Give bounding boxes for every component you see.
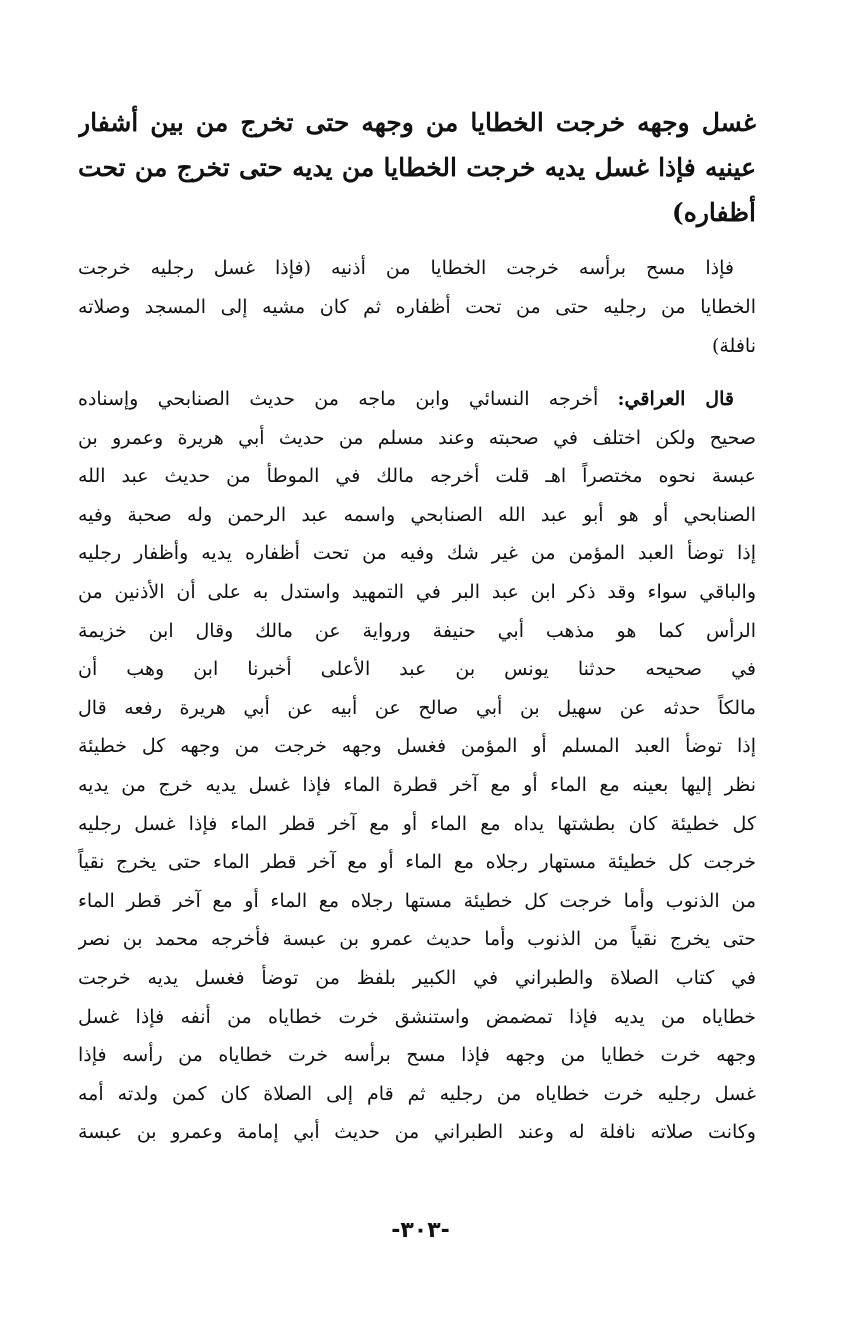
commentary-line: والباقي سواء وقد ذكر ابن عبد البر في التمهيد واستدل به على أن الأذنين من [78,580,756,603]
commentary-line: حتى يخرج نقياً من الذنوب وأما حديث عمرو بن عبسة فأخرجه محمد بن نصر [78,928,756,951]
commentary-line: في صحيحه حدثنا يونس بن عبد الأعلى أخبرنا ابن وهب أن [78,658,756,681]
commentary-line: الرأس كما هو مذهب أبي حنيفة ورواية عن مالك وقال ابن خزيمة [78,619,756,642]
commentary-line: من الذنوب وأما خرجت كل خطيئة مستها رجلاه مع الماء أو مع آخر قطر الماء [78,889,756,912]
commentary-line: كل خطيئة كان بطشتها يداه مع الماء أو مع آخر قطر الماء فإذا غسل رجليه [78,812,756,835]
continuation-line: نافلة) [711,335,756,357]
commentary-line-text: أخرجه النسائي وابن ماجه من حديث الصنابحي وإسناده [78,388,618,410]
hadith-line: غسل وجهه خرجت الخطايا من وجهه حتى تخرج من بين أشفار [78,108,756,137]
continuation-line: فإذا مسح برأسه خرجت الخطايا من أذنيه (فإذا غسل رجليه خرجت [78,257,734,279]
commentary-line: نظر إليها بعينه مع الماء أو مع آخر قطرة الماء فإذا غسل يديه خرج من يديه [78,773,756,796]
commentary-lead: قال العراقي: [617,388,734,410]
commentary-line: إذا توضأ العبد المؤمن من غير شك وفيه من تحت أظفاره يديه وأظفار رجليه [78,542,756,565]
hadith-line: عينيه فإذا غسل يديه خرجت الخطايا من يديه حتى تخرج من تحت [78,153,756,182]
commentary-line: صحيح ولكن اختلف في صحبته وعند مسلم من حديث أبي هريرة وعمرو بن [78,426,756,449]
commentary-line: وجهه خرت خطايا من وجهه فإذا مسح برأسه خرت خطاياه من رأسه فإذا [78,1044,756,1067]
commentary-line: في كتاب الصلاة والطبراني في الكبير بلفظ من توضأ فغسل يديه خرجت [78,966,756,989]
commentary-line: خرجت كل خطيئة مستهار رجلاه مع الماء أو مع آخر قطر الماء حتى يخرج نقياً [78,851,756,874]
commentary-line: غسل رجليه خرت خطاياه من رجليه ثم قام إلى الصلاة كان كمن ولدته أمه [78,1082,756,1105]
page-number: -٣٠٣- [391,1218,450,1243]
hadith-continuation [78,249,756,366]
commentary-line: وكانت صلاته نافلة له وعند الطبراني من حديث أبي إمامة وعمرو بن عبسة [78,1121,756,1144]
commentary-line: خطاياه من يديه فإذا تمضمض واستنشق خرت خطاياه من أنفه فإذا غسل [78,1005,756,1028]
continuation-line: الخطايا من رجليه حتى من تحت أظفاره ثم كان مشيه إلى المسجد وصلاته [78,296,756,318]
commentary-line: عبسة نحوه مختصراً اهـ قلت أخرجه مالك في الموطأ من حديث عبد الله [78,465,756,488]
hadith-line: أظفاره) [671,198,756,227]
hadith-text-bold [78,100,756,235]
commentary-paragraph [78,380,756,1152]
commentary-line: الصنابحي أو هو أبو عبد الله الصنابحي واسمه عبد الرحمن وله صحبة وفيه [78,503,756,526]
page-content [78,100,756,1152]
commentary-line: مالكاً حدثه عن سهيل بن أبي صالح عن أبيه عن أبي هريرة رفعه قال [78,696,756,719]
commentary-line [78,380,756,419]
commentary-line: إذا توضأ العبد المسلم أو المؤمن فغسل وجهه خرجت من وجهه كل خطيئة [78,735,756,758]
